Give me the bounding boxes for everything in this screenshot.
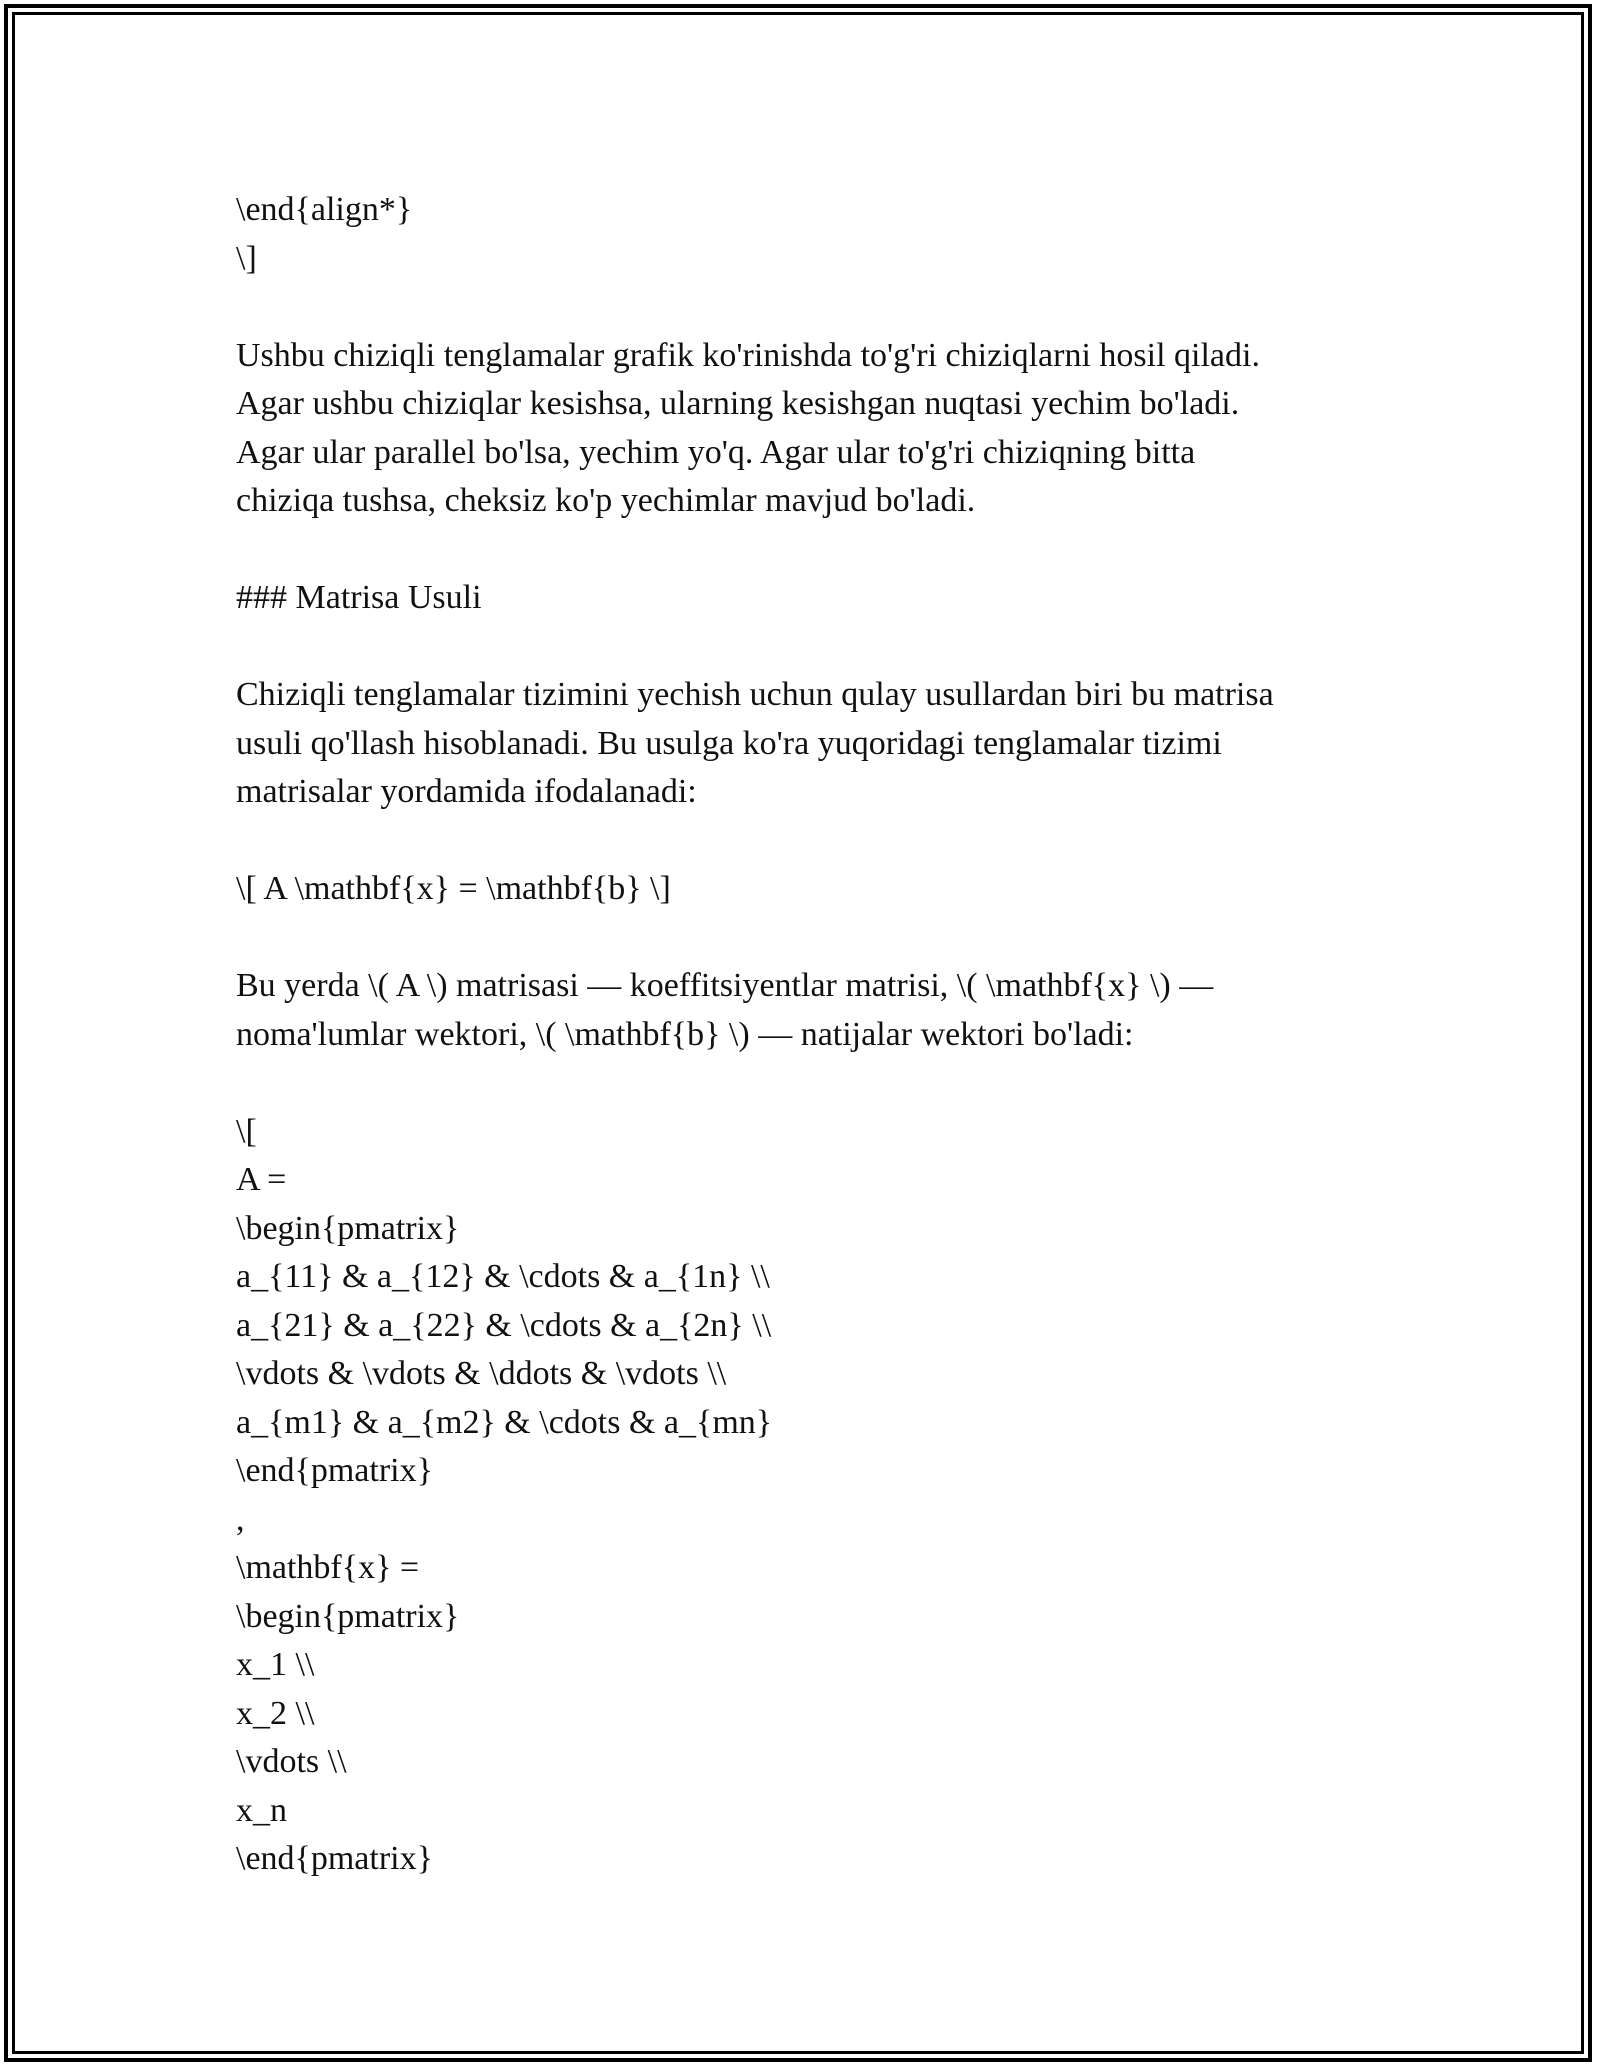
- paragraph-line: matrisalar yordamida ifodalanadi:: [236, 773, 697, 810]
- blank-line: [236, 283, 1386, 332]
- document-body: [236, 186, 1386, 1884]
- blank-line: [236, 526, 1386, 575]
- paragraph-line: Agar ushbu chiziqlar kesishsa, ularning kesishgan nuqtasi yechim bo'ladi.: [236, 385, 1240, 422]
- equation-line: \end{pmatrix}: [236, 1840, 433, 1877]
- equation-line: \vdots & \vdots & \ddots & \vdots \\: [236, 1355, 727, 1392]
- text-line: \]: [236, 239, 257, 277]
- equation-line: \begin{pmatrix}: [236, 1209, 460, 1247]
- blank-line: [236, 817, 1386, 866]
- paragraph-line: Agar ular parallel bo'lsa, yechim yo'q. Agar ular to'g'ri chiziqning bitta: [236, 433, 1196, 471]
- equation-line: x_n: [236, 1791, 287, 1829]
- equation-line: \[ A \mathbf{x} = \mathbf{b} \]: [236, 870, 671, 907]
- equation-line: \[: [236, 1112, 257, 1150]
- equation-line: A =: [236, 1161, 287, 1198]
- paragraph-line: usuli qo'llash hisoblanadi. Bu usulga ko'ra yuqoridagi tenglamalar tizimi: [236, 724, 1222, 762]
- paragraph-line: noma'lumlar wektori, \( \mathbf{b} \) — natijalar wektori bo'ladi:: [236, 1015, 1134, 1053]
- equation-line: x_1 \\: [236, 1646, 315, 1683]
- equation-line: ,: [236, 1500, 245, 1538]
- blank-line: [236, 1059, 1386, 1108]
- equation-line: a_{11} & a_{12} & \cdots & a_{1n} \\: [236, 1258, 770, 1295]
- blank-line: [236, 914, 1386, 963]
- paragraph-line: Chiziqli tenglamalar tizimini yechish uchun qulay usullardan biri bu matrisa: [236, 676, 1274, 713]
- equation-line: \end{pmatrix}: [236, 1452, 433, 1489]
- paragraph-line: Ushbu chiziqli tenglamalar grafik ko'rinishda to'g'ri chiziqlarni hosil qiladi.: [236, 336, 1260, 374]
- equation-line: \mathbf{x} =: [236, 1549, 420, 1586]
- paragraph-line: chiziqa tushsa, cheksiz ko'p yechimlar mavjud bo'ladi.: [236, 482, 976, 519]
- equation-line: a_{21} & a_{22} & \cdots & a_{2n} \\: [236, 1306, 772, 1344]
- equation-line: \begin{pmatrix}: [236, 1597, 460, 1635]
- equation-line: \vdots \\: [236, 1743, 347, 1780]
- text-line: \end{align*}: [236, 191, 413, 228]
- equation-line: a_{m1} & a_{m2} & \cdots & a_{mn}: [236, 1403, 773, 1441]
- equation-line: x_2 \\: [236, 1694, 315, 1732]
- paragraph-line: Bu yerda \( A \) matrisasi — koeffitsiyentlar matrisi, \( \mathbf{x} \) —: [236, 967, 1214, 1004]
- section-heading: ### Matrisa Usuli: [236, 579, 482, 616]
- blank-line: [236, 623, 1386, 672]
